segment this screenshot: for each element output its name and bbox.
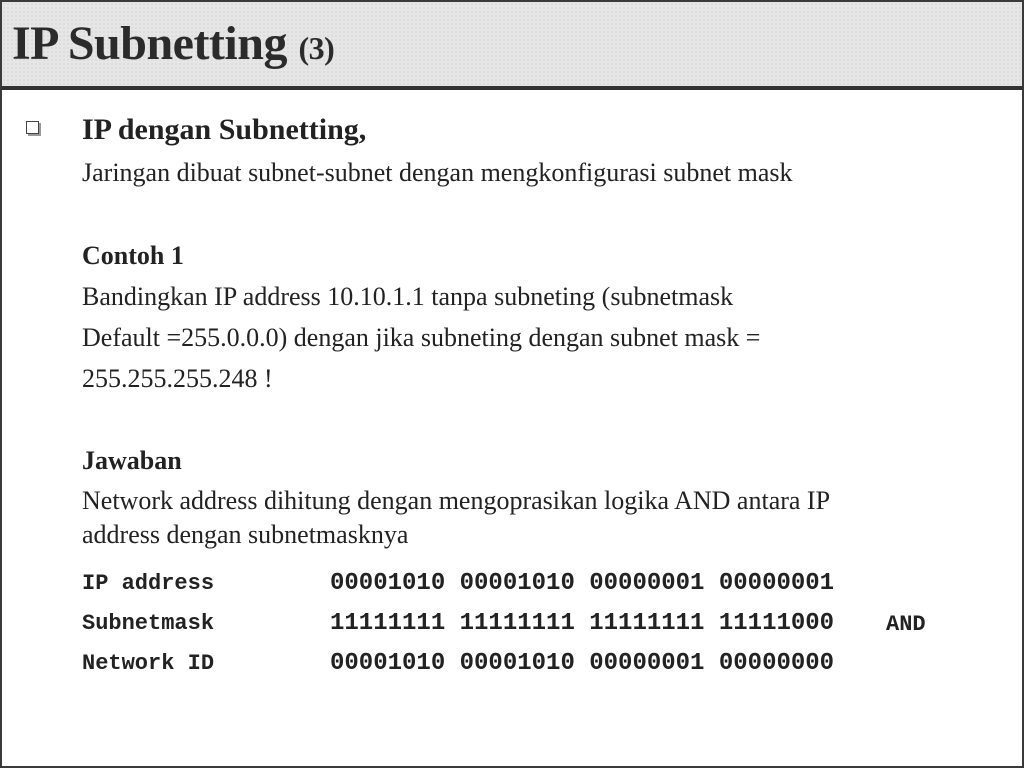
bullet-description: Jaringan dibuat subnet-subnet dengan mengkonfigurasi subnet mask — [82, 158, 793, 187]
example-line-3: 255.255.255.248 ! — [82, 364, 273, 393]
calc-bits: 11111111 11111111 11111111 11111000 — [330, 610, 835, 637]
slide-number: (3) — [298, 30, 335, 66]
calc-operator: AND — [886, 612, 926, 637]
example-line-1: Bandingkan IP address 10.10.1.1 tanpa subneting (subnetmask — [82, 282, 734, 311]
calc-label: Subnetmask — [82, 611, 215, 636]
bullet-heading: IP dengan Subnetting, — [82, 113, 367, 146]
calc-label: Network ID — [82, 651, 215, 676]
slide-title — [12, 16, 334, 76]
answer-line-2: address dengan subnetmasknya — [82, 520, 409, 549]
title-divider — [2, 86, 1022, 90]
calc-bits: 00001010 00001010 00000001 00000001 — [330, 570, 835, 597]
answer-label: Jawaban — [82, 446, 182, 475]
calc-bits: 00001010 00001010 00000001 00000000 — [330, 650, 835, 677]
example-line-2: Default =255.0.0.0) dengan jika subneting dengan subnet mask = — [82, 323, 761, 352]
calc-label: IP address — [82, 571, 215, 596]
title-bar — [2, 2, 1022, 86]
answer-line-1: Network address dihitung dengan mengoprasikan logika AND antara IP — [82, 486, 831, 515]
slide-title-text: IP Subnetting — [12, 17, 287, 70]
checkbox-bullet-icon — [26, 121, 39, 134]
example-label: Contoh 1 — [82, 241, 184, 270]
